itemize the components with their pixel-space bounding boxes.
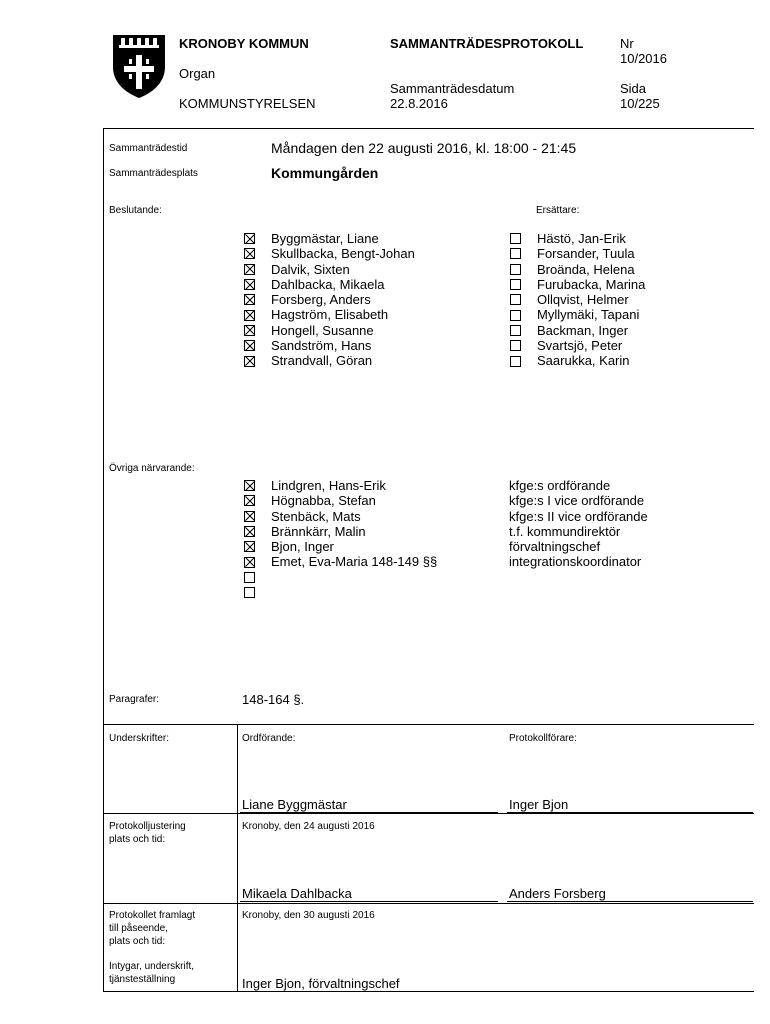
checked-checkbox-icon [244,526,255,537]
decision-makers-label: Beslutande: [109,205,162,216]
left-border [103,128,104,992]
unchecked-checkbox-icon [510,248,521,259]
secretary-signature-line [507,812,753,813]
attendee-name: Sandström, Hans [271,338,372,354]
attendee-name: Lindgren, Hans-Erik [271,478,386,493]
attendee-name: Forsberg, Anders [271,292,371,308]
organ-label: Organ [179,66,216,81]
attendee-row [510,262,645,277]
checked-checkbox-icon [244,541,255,552]
signatures-divider [103,813,754,814]
attendee-name: Forsander, Tuula [537,246,635,262]
document-type: SAMMANTRÄDESPROTOKOLL [390,36,584,51]
substitutes-list [510,231,645,369]
attendee-name: Furubacka, Marina [537,276,646,292]
attendee-name: Myllymäki, Tapani [537,307,640,323]
adjuster2-name: Anders Forsberg [509,886,606,901]
checked-checkbox-icon [244,294,255,305]
adjuster1-signature-line [240,901,498,902]
unchecked-checkbox-icon [510,279,521,290]
attendee-name: Byggmästar, Liane [271,231,379,246]
signatures-label: Underskrifter: [109,733,170,744]
checked-checkbox-icon [244,356,255,367]
page-value: 10/225 [620,96,660,111]
attendee-name: Dalvik, Sixten [271,261,350,277]
page-label: Sida [620,81,647,96]
adjustment-label-line1: Protokolljustering [109,821,186,832]
attendee-row [244,292,415,307]
posting-label-line3: plats och tid: [109,936,166,947]
attendee-name: Hästö, Jan-Erik [537,231,626,246]
attendee-row [244,554,437,569]
adjustment-divider [103,903,754,904]
attendee-row [244,524,437,539]
others-present-label: Övriga närvarande: [109,463,195,474]
checked-checkbox-icon [244,480,255,491]
attendee-name: Stenbäck, Mats [271,508,361,524]
checked-checkbox-icon [244,325,255,336]
others-present-list [244,478,437,600]
checked-checkbox-icon [244,264,255,275]
attendee-row [510,353,645,368]
posting-label-line1: Protokollet framlagt [109,910,196,921]
attendee-row [510,246,645,261]
certifier-name: Inger Bjon, förvaltningschef [242,976,400,991]
attendee-row [510,292,645,307]
org-name: KRONOBY KOMMUN [179,36,309,51]
checked-checkbox-icon [244,340,255,351]
posting-place-time: Kronoby, den 30 augusti 2016 [242,910,375,921]
attendee-row [244,570,437,585]
attendee-name: Ollqvist, Helmer [537,292,629,308]
unchecked-checkbox-icon [244,572,255,583]
attendee-name: Emet, Eva-Maria 148-149 §§ [271,554,438,570]
unchecked-checkbox-icon [244,587,255,598]
posting-label-line5: tjänsteställning [109,974,176,985]
unchecked-checkbox-icon [510,325,521,336]
others-roles-list [509,478,648,600]
checked-checkbox-icon [244,279,255,290]
attendee-name: Dahlbacka, Mikaela [271,276,385,292]
number-label: Nr [620,36,634,51]
meeting-date-label: Sammanträdesdatum [390,81,515,96]
coat-of-arms-icon [112,33,166,99]
attendee-row [244,493,437,508]
secretary-name: Inger Bjon [509,797,569,812]
meeting-place-label: Sammanträdesplats [109,168,198,179]
attendee-row [244,353,415,368]
checked-checkbox-icon [244,248,255,259]
attendee-row [244,323,415,338]
attendee-row [244,478,437,493]
checked-checkbox-icon [244,310,255,321]
attendee-name: Bjon, Inger [271,539,334,555]
attendee-row [244,509,437,524]
attendee-row [510,277,645,292]
posting-label-line4: Intygar, underskrift, [109,961,195,972]
attendee-role: förvaltningschef [509,539,601,555]
adjustment-label-line2: plats och tid: [109,834,166,845]
members-list [244,231,415,369]
chair-signature-line [240,812,498,813]
attendee-row [244,307,415,322]
checked-checkbox-icon [244,233,255,244]
unchecked-checkbox-icon [510,340,521,351]
header-divider [103,128,754,129]
number-value: 10/2016 [620,51,667,66]
meeting-date-value: 22.8.2016 [390,96,448,111]
attendee-role [509,585,648,600]
attendee-row [244,338,415,353]
posting-label-line2: till påseende, [109,923,168,934]
unchecked-checkbox-icon [510,356,521,367]
signature-column-divider [237,724,238,991]
attendee-name: Backman, Inger [537,322,629,338]
adjuster2-signature-line [507,901,753,902]
attendee-name: Saarukka, Karin [537,353,630,369]
attendee-role: kfge:s I vice ordförande [509,493,645,509]
checked-checkbox-icon [244,557,255,568]
attendee-role: t.f. kommundirektör [509,523,621,539]
attendee-name: Brännkärr, Malin [271,523,366,539]
meeting-place-value: Kommungården [271,165,379,181]
attendee-role [509,570,648,585]
meeting-time-value: Måndagen den 22 augusti 2016, kl. 18:00 - 21:45 [271,140,577,156]
checked-checkbox-icon [244,511,255,522]
unchecked-checkbox-icon [510,310,521,321]
attendee-name: Högnabba, Stefan [271,493,376,509]
attendee-role: kfge:s II vice ordförande [509,508,648,524]
attendee-role: kfge:s ordförande [509,478,611,493]
unchecked-checkbox-icon [510,233,521,244]
attendee-role: integrationskoordinator [509,554,642,570]
attendee-name: Strandvall, Göran [271,353,373,369]
adjuster1-name: Mikaela Dahlbacka [242,886,352,901]
attendee-row [244,231,415,246]
secretary-label: Protokollförare: [509,733,577,744]
attendee-row [244,246,415,261]
attendee-row [510,323,645,338]
attendee-row [510,231,645,246]
attendee-name: Skullbacka, Bengt-Johan [271,246,415,262]
unchecked-checkbox-icon [510,294,521,305]
chair-name: Liane Byggmästar [242,797,347,812]
attendee-name: Broända, Helena [537,261,635,277]
unchecked-checkbox-icon [510,264,521,275]
paragraphs-value: 148-164 §. [242,692,305,707]
attendee-name: Svartsjö, Peter [537,338,623,354]
attendee-name: Hagström, Elisabeth [271,307,389,323]
attendee-row [510,307,645,322]
meeting-time-label: Sammanträdestid [109,143,188,154]
paragraphs-divider [103,724,754,725]
substitutes-label: Ersättare: [536,205,580,216]
chair-label: Ordförande: [242,733,296,744]
bottom-border [103,991,754,992]
attendee-row [244,277,415,292]
checked-checkbox-icon [244,495,255,506]
attendee-row [244,585,437,600]
adjustment-place-time: Kronoby, den 24 augusti 2016 [242,821,375,832]
attendee-row [244,539,437,554]
attendee-name: Hongell, Susanne [271,322,374,338]
paragraphs-label: Paragrafer: [109,694,160,705]
attendee-row [244,262,415,277]
attendee-row [510,338,645,353]
organ-value: KOMMUNSTYRELSEN [179,96,316,111]
